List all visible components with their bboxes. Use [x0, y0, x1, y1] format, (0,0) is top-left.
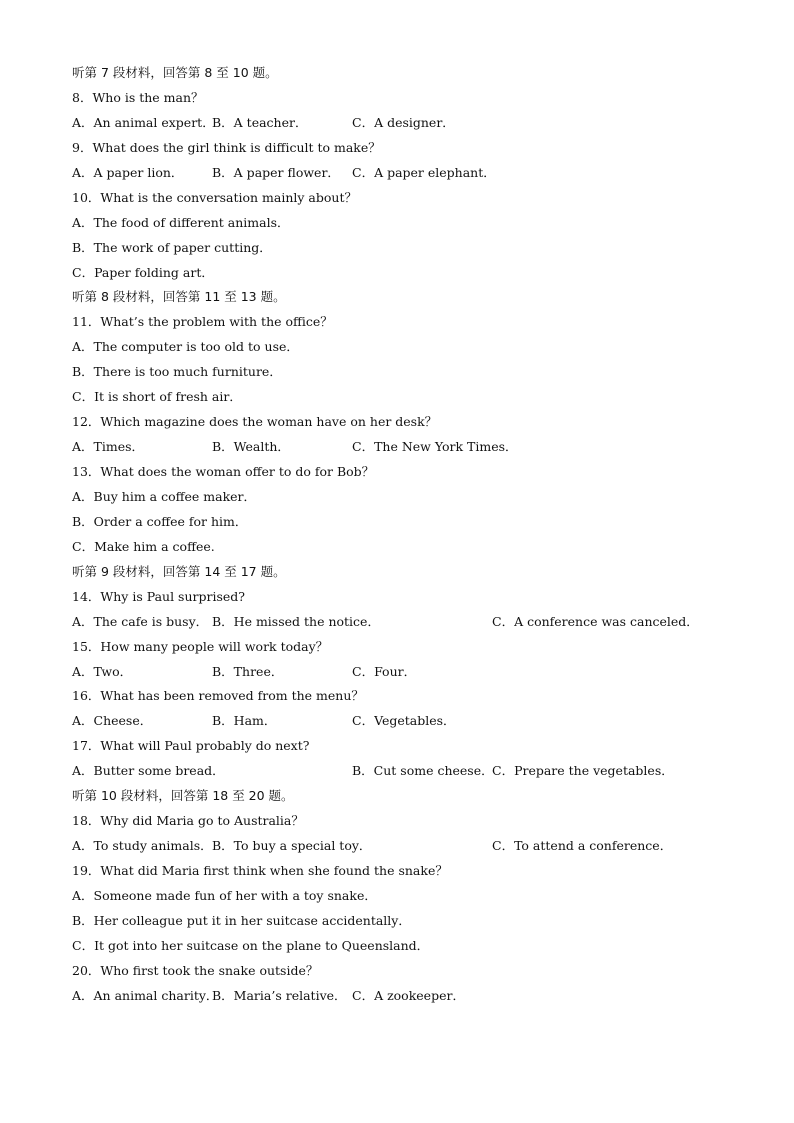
question-20-option-c: C．A zookeeper．	[352, 987, 465, 1003]
question-16-stem: 16．What has been removed from the menu？	[72, 688, 364, 704]
question-17-option-c: C．Prepare the vegetables．	[492, 763, 674, 779]
question-8-option-a: A．An animal expert．	[72, 114, 215, 130]
question-12-option-b: B．Wealth．	[212, 439, 290, 455]
section-heading-9: 听第 9 段材料，回答第 14 至 17 题。	[72, 563, 286, 579]
question-15-option-b: B．Three．	[212, 663, 284, 679]
question-11-option-a: A．The computer is too old to use．	[72, 339, 299, 355]
question-16-option-a: A．Cheese．	[72, 713, 153, 729]
section-heading-8: 听第 8 段材料，回答第 11 至 13 题。	[72, 289, 286, 305]
question-20-option-b: B．Maria’s relative．	[212, 987, 347, 1003]
question-19-option-a: A．Someone made fun of her with a toy snake．	[72, 887, 377, 903]
question-20-option-a: A．An animal charity．	[72, 987, 219, 1003]
question-13-option-a: A．Buy him a coffee maker．	[72, 488, 257, 504]
question-18-option-a: A．To study animals．	[72, 838, 213, 854]
question-18-option-b: B．To buy a special toy．	[212, 838, 372, 854]
question-17-options	[72, 759, 752, 784]
question-17-option-a: A．Butter some bread．	[72, 763, 225, 779]
question-14-stem: 14．Why is Paul surprised?	[72, 588, 245, 604]
question-8-option-c: C．A designer．	[352, 114, 455, 130]
question-15-option-c: C．Four．	[352, 663, 417, 679]
question-17-stem: 17．What will Paul probably do next?	[72, 738, 310, 754]
question-12-option-a: A．Times．	[72, 439, 145, 455]
exam-page	[72, 61, 752, 1009]
question-12-option-c: C．The New York Times．	[352, 439, 518, 455]
question-8-stem: 8．Who is the man？	[72, 89, 204, 105]
question-9-option-b: B．A paper flower．	[212, 164, 340, 180]
question-18-options	[72, 834, 752, 859]
question-13-stem: 13．What does the woman offer to do for Bob？	[72, 464, 375, 479]
question-20-stem: 20．Who first took the snake outside？	[72, 962, 319, 978]
question-14-options	[72, 610, 752, 635]
question-9-options	[72, 161, 752, 186]
question-19-option-c: C．It got into her suitcase on the plane to Queensland．	[72, 937, 430, 953]
question-8-options	[72, 111, 752, 136]
question-17-option-b: B．Cut some cheese．	[352, 763, 494, 779]
question-14-option-a: A．The cafe is busy．	[72, 613, 209, 629]
question-20-options	[72, 984, 752, 1009]
question-12-options	[72, 435, 752, 460]
section-heading-10: 听第 10 段材料，回答第 18 至 20 题。	[72, 788, 294, 804]
question-13-option-b: B．Order a coffee for him．	[72, 513, 248, 529]
question-10-stem: 10．What is the conversation mainly about？	[72, 189, 357, 205]
question-9-option-a: A．A paper lion．	[72, 164, 184, 180]
question-11-stem: 11．What’s the problem with the office？	[72, 314, 333, 330]
question-18-option-c: C．To attend a conference．	[492, 838, 673, 854]
question-12-stem: 12．Which magazine does the woman have on her desk？	[72, 414, 438, 430]
question-14-option-b: B．He missed the notice．	[212, 613, 380, 629]
question-18-stem: 18．Why did Maria go to Australia？	[72, 813, 304, 829]
question-10-option-b: B．The work of paper cutting．	[72, 239, 272, 255]
question-15-options	[72, 660, 752, 685]
question-9-stem: 9．What does the girl think is difficult to make？	[72, 139, 381, 155]
question-13-option-c: C．Make him a coffee.	[72, 538, 215, 554]
question-11-option-b: B．There is too much furniture．	[72, 364, 282, 380]
question-16-option-b: B．Ham．	[212, 713, 277, 729]
question-16-options	[72, 709, 752, 734]
question-15-option-a: A．Two．	[72, 663, 133, 679]
question-15-stem: 15．How many people will work today？	[72, 638, 329, 654]
question-16-option-c: C．Vegetables．	[352, 713, 456, 729]
question-10-option-c: C．Paper folding art．	[72, 264, 214, 280]
question-11-option-c: C．It is short of fresh air．	[72, 389, 242, 405]
section-heading-7: 听第 7 段材料，回答第 8 至 10 题。	[72, 65, 278, 80]
question-19-stem: 19．What did Maria first think when she found the snake？	[72, 863, 448, 878]
question-9-option-c: C．A paper elephant．	[352, 164, 496, 180]
question-14-option-c: C．A conference was canceled．	[492, 613, 699, 629]
question-10-option-a: A．The food of different animals．	[72, 214, 290, 230]
question-19-option-b: B．Her colleague put it in her suitcase accidentally．	[72, 912, 411, 928]
question-8-option-b: B．A teacher．	[212, 114, 308, 130]
